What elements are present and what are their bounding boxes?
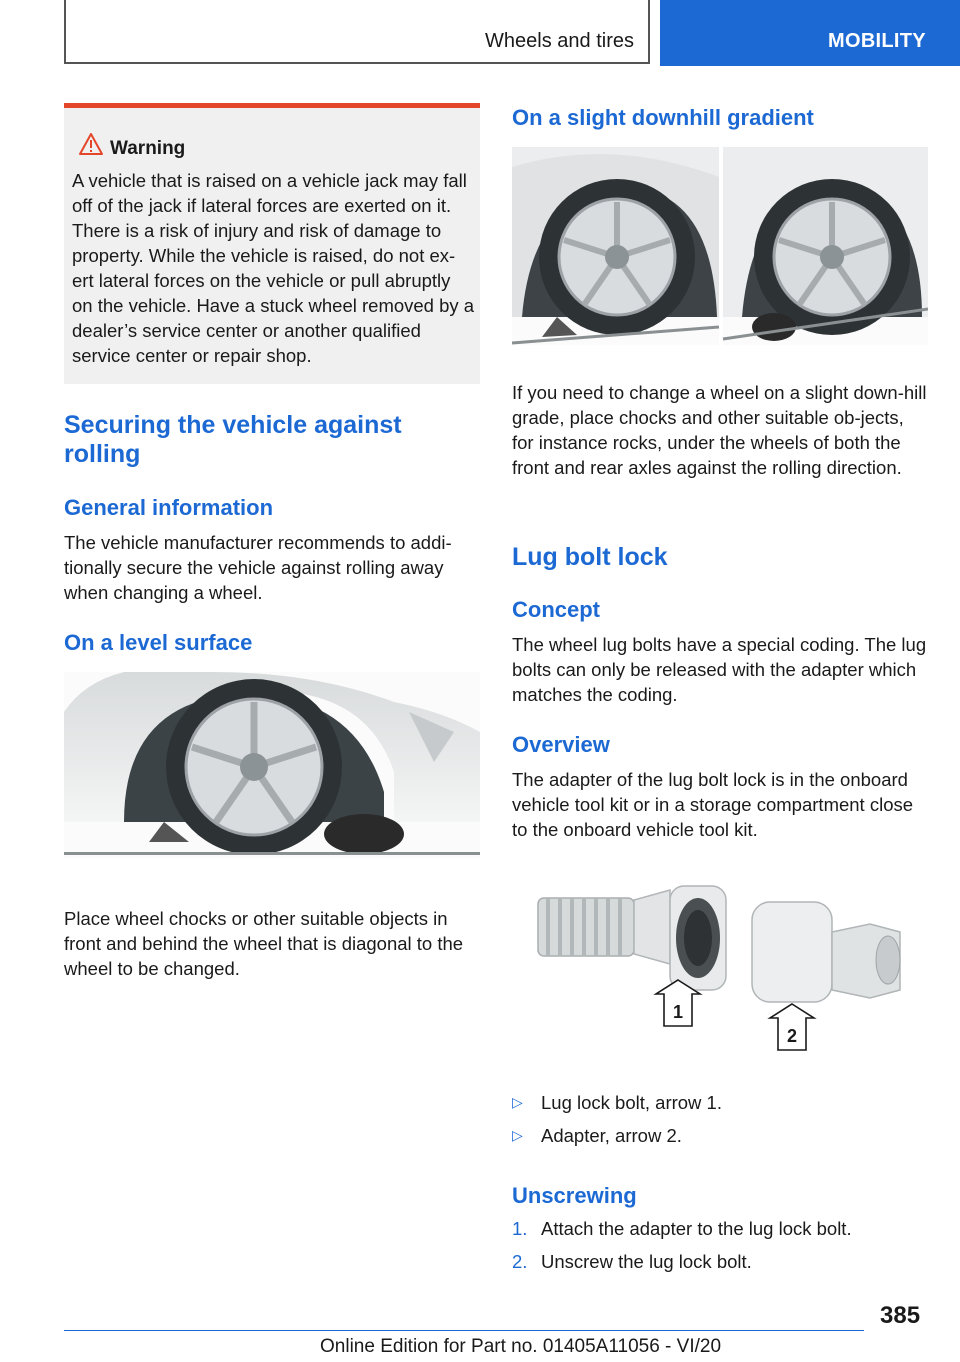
heading-general-information: General information	[64, 495, 274, 520]
header-section-title: Wheels and tires	[485, 30, 634, 52]
bullet-marker: ▷	[512, 1127, 523, 1143]
bullet-marker: ▷	[512, 1094, 523, 1110]
paragraph-general: The vehicle manufacturer recommends to addi-tionally secure the vehicle against rolling away when changing a wheel.	[64, 532, 452, 603]
step-item	[512, 1249, 928, 1274]
heading-overview: Overview	[512, 732, 610, 757]
heading-unscrewing: Unscrewing	[512, 1183, 637, 1208]
heading-concept: Concept	[512, 597, 600, 622]
paragraph-downhill: If you need to change a wheel on a slight down-hill grade, place chocks and other suitable ob-jects, for instance rocks, under the wheels of both the front and rear axles against the rolling direction.	[512, 382, 927, 478]
warning-box	[64, 103, 480, 384]
figure-lug-bolt-and-adapter	[530, 880, 920, 1060]
paragraph-level-surface: Place wheel chocks or other suitable objects in front and behind the wheel that is diagonal to the wheel to be changed.	[64, 908, 464, 979]
paragraph-overview: The adapter of the lug bolt lock is in the onboard vehicle tool kit or in a storage compartment close to the onboard vehicle tool kit.	[512, 769, 914, 840]
figure-downhill	[512, 147, 928, 345]
warning-triangle-icon	[78, 132, 104, 156]
step-text: Attach the adapter to the lug lock bolt.	[541, 1218, 852, 1239]
paragraph-concept: The wheel lug bolts have a special coding. The lug bolts can only be released with the adapter which matches the coding.	[512, 634, 927, 705]
step-number: 1.	[512, 1218, 528, 1239]
step-text: Unscrew the lug lock bolt.	[541, 1251, 752, 1272]
step-item	[512, 1216, 928, 1241]
list-item-text: Lug lock bolt, arrow 1.	[541, 1092, 722, 1113]
arrow-1-label: 1	[672, 1002, 684, 1022]
warning-text: A vehicle that is raised on a vehicle jack may fall off of the jack if lateral forces are exerted on it. There is a risk of injury and risk of damage to property. While the vehicle is raised, do not ex-ert lateral forces on the vehicle or pull abruptly on the vehicle. Have a stuck wheel removed by a dealer’s service center or another qualified service center or repair shop.	[72, 170, 475, 366]
heading-lug-bolt-lock: Lug bolt lock	[512, 543, 668, 571]
footer-rule	[64, 1330, 864, 1331]
heading-level-surface: On a level surface	[64, 630, 253, 655]
figure-level-surface	[64, 672, 480, 858]
header-section-box	[64, 0, 650, 64]
step-number: 2.	[512, 1251, 528, 1272]
footer-edition: Online Edition for Part no. 01405A11056 - VI/20	[320, 1336, 722, 1357]
component-list	[512, 1090, 928, 1156]
steps-list	[512, 1216, 928, 1282]
heading-downhill: On a slight downhill gradient	[512, 105, 814, 130]
list-item	[512, 1123, 928, 1148]
heading-securing: Securing the vehicle against rolling	[64, 411, 402, 468]
header-chapter-tab[interactable]	[660, 0, 960, 66]
header-chapter-label: MOBILITY	[828, 30, 926, 52]
list-item-text: Adapter, arrow 2.	[541, 1125, 682, 1146]
list-item	[512, 1090, 928, 1115]
warning-title: Warning	[110, 138, 186, 159]
page-number: 385	[880, 1302, 921, 1329]
arrow-2-label: 2	[786, 1026, 798, 1046]
